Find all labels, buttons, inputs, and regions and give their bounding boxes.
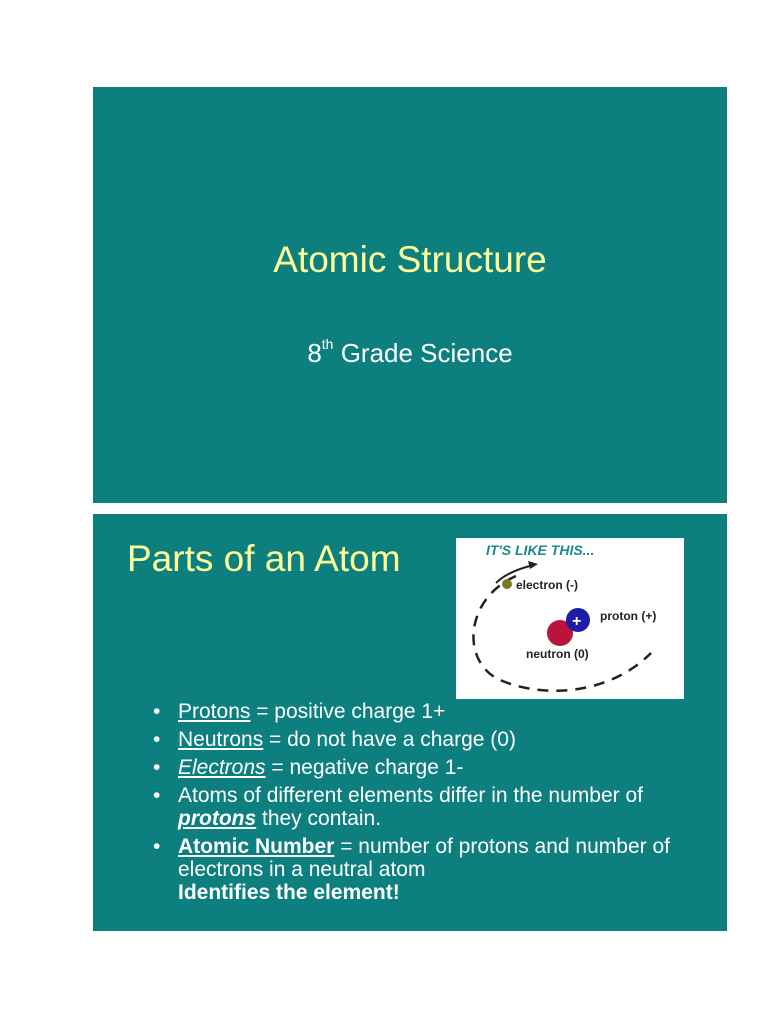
slide-subtitle [93, 337, 727, 369]
elements-text-a: Atoms of different elements differ in the number of [178, 784, 643, 807]
list-item [153, 835, 673, 904]
bullet-dot: • [153, 756, 161, 779]
parts-of-atom-slide [93, 514, 727, 931]
electrons-definition: = negative charge 1- [265, 756, 464, 779]
list-item [153, 756, 673, 779]
title-slide [93, 87, 727, 503]
elements-text-b: they contain. [256, 807, 382, 830]
list-item [153, 700, 673, 723]
subtitle-grade-number: 8 [307, 338, 322, 368]
list-item [153, 728, 673, 751]
arrow-head [528, 561, 538, 569]
neutrons-definition: = do not have a charge (0) [263, 728, 516, 751]
neutron-label: neutron (0) [526, 647, 589, 661]
protons-emphasis: protons [178, 807, 257, 830]
atomic-number-definition: = number of protons and number of electrons in a neutral atom [178, 835, 670, 881]
protons-definition: = positive charge 1+ [250, 700, 446, 723]
subtitle-text: Grade Science [333, 338, 513, 368]
atomic-number-term: Atomic Number [178, 835, 335, 858]
list-item [153, 784, 673, 830]
diagram-heading: IT'S LIKE THIS... [486, 542, 595, 558]
electron-particle [502, 579, 512, 589]
bullet-dot: • [153, 700, 161, 723]
slide-title: Atomic Structure [273, 239, 547, 280]
identifies-element-text: Identifies the element! [178, 881, 400, 904]
bullet-dot: • [153, 784, 161, 807]
atom-diagram [456, 538, 684, 699]
electrons-term: Electrons [178, 756, 266, 779]
neutrons-term: Neutrons [178, 728, 264, 751]
protons-term: Protons [178, 700, 251, 723]
bullet-dot: • [153, 835, 161, 858]
proton-plus-sign: + [572, 613, 582, 630]
bullet-list [153, 700, 673, 909]
bullet-dot: • [153, 728, 161, 751]
proton-label: proton (+) [600, 609, 657, 623]
electron-label: electron (-) [516, 578, 579, 592]
slide-title: Parts of an Atom [127, 538, 401, 579]
atom-diagram-svg [456, 538, 684, 699]
subtitle-ordinal-suffix: th [321, 336, 334, 352]
